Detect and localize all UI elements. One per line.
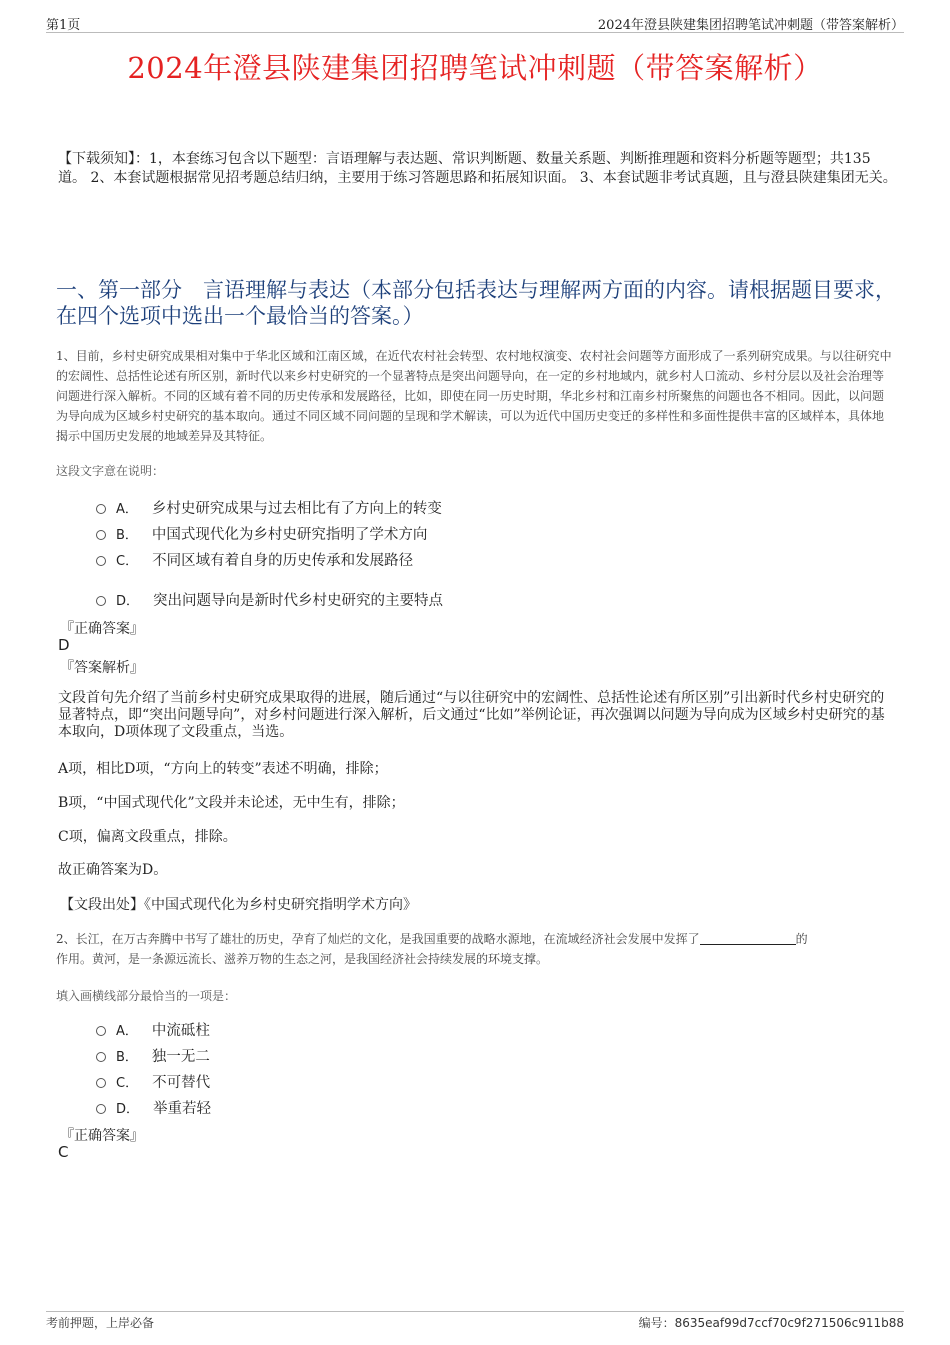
section-heading: 一、第一部分 言语理解与表达（本部分包括表达与理解两方面的内容。请根据题目要求，在四个选项中选出一个最恰当的答案。） [56, 278, 896, 328]
question-1-source: 【文段出处】《中国式现代化为乡村史研究指明学术方向》 [60, 897, 417, 913]
question-1-analysis-label: 『答案解析』 [60, 660, 144, 676]
question-1-option-a[interactable]: A． 乡村史研究成果与过去相比有了方向上的转变 [96, 497, 442, 518]
question-1-analysis-c: C项，偏离文段重点，排除。 [58, 829, 237, 845]
question-2-option-d[interactable]: D． 举重若轻 [96, 1097, 211, 1118]
question-1-analysis-a: A项，相比D项，“方向上的转变”表述不明确，排除； [58, 761, 388, 777]
radio-icon[interactable] [96, 504, 106, 514]
question-2-correct-label: 『正确答案』 [60, 1128, 144, 1144]
header-divider [46, 32, 904, 33]
question-1-correct-label: 『正确答案』 [60, 621, 144, 637]
footer-divider [46, 1311, 904, 1312]
radio-icon[interactable] [96, 1104, 106, 1114]
question-2-text: 2、长江，在万古奔腾中书写了雄壮的历史，孕育了灿烂的文化，是我国重要的战略水源地，在流域经济社会发展中发挥了 的 作用。黄河，是一条源远流长、滋养万物的生态之河，是我国经济社会持续发展的环境支撑。 [56, 932, 808, 966]
radio-icon[interactable] [96, 530, 106, 540]
question-1-analysis-main: 文段首句先介绍了当前乡村史研究成果取得的进展，随后通过“与以往研究中的宏阔性、总括性论述有所区别”引出新时代乡村史研究的显著特点，即“突出问题导向”，对乡村问题进行深入解析，后文通过“比如”举例论证，再次强调以问题为导向成为区域乡村史研究的基本取向，D项体现了文段重点，当选。 [58, 690, 885, 740]
radio-icon[interactable] [96, 596, 106, 606]
question-1-option-b[interactable]: B． 中国式现代化为乡村史研究指明了学术方向 [96, 523, 427, 544]
question-2-prompt: 填入画横线部分最恰当的一项是： [56, 989, 237, 1003]
question-1-analysis-conclusion: 故正确答案为D。 [58, 862, 168, 878]
radio-icon[interactable] [96, 1052, 106, 1062]
fill-blank [700, 932, 796, 945]
footer-slogan: 考前押题，上岸必备 [46, 1316, 155, 1330]
question-2-option-c[interactable]: C． 不可替代 [96, 1071, 210, 1092]
question-1-option-c[interactable]: C． 不同区域有着自身的历史传承和发展路径 [96, 549, 413, 570]
radio-icon[interactable] [96, 1026, 106, 1036]
question-1-option-d[interactable]: D． 突出问题导向是新时代乡村史研究的主要特点 [96, 589, 443, 610]
question-1-text: 1、目前，乡村史研究成果相对集中于华北区域和江南区域，在近代农村社会转型、农村地权演变、农村社会问题等方面形成了一系列研究成果。与以往研究中的宏阔性、总括性论述有所区别，新时代以来乡村史研究的一个显著特点是突出问题导向，在一定的乡村地域内，就乡村人口流动、乡村分层以及社会治理等问题进行深入解析。不同的区域有着不同的历史传承和发展路径，比如，即使在同一历史时期，华北乡村和江南乡村所聚焦的问题也各不相同。因此，以问题为导向成为区域乡村史研究的基本取向。通过不同区域不同问题的呈现和学术解读，可以为近代中国历史变迁的多样性和多面性提供丰富的区域样本，具体地揭示中国历史发展的地域差异及其特征。 [56, 349, 892, 443]
radio-icon[interactable] [96, 1078, 106, 1088]
question-1-analysis-b: B项，“中国式现代化”文段并未论述，无中生有，排除； [58, 795, 405, 811]
question-2-option-b[interactable]: B． 独一无二 [96, 1045, 210, 1066]
question-1-answer: D [58, 636, 70, 654]
footer-code: 编号：8635eaf99d7ccf70c9f271506c911b88 [638, 1316, 904, 1330]
page-number: 第1页 [46, 18, 81, 33]
page-title: 2024年澄县陕建集团招聘笔试冲刺题（带答案解析） [127, 51, 823, 85]
question-2-option-a[interactable]: A． 中流砥柱 [96, 1019, 210, 1040]
header-doc-title: 2024年澄县陕建集团招聘笔试冲刺题（带答案解析） [597, 18, 904, 33]
question-2-answer: C [58, 1143, 69, 1161]
radio-icon[interactable] [96, 556, 106, 566]
question-1-prompt: 这段文字意在说明： [56, 464, 165, 478]
download-notice: 【下载须知】：1，本套练习包含以下题型：言语理解与表达题、常识判断题、数量关系题、判断推理题和资料分析题等题型；共135道。 2、本套试题根据常见招考题总结归纳，主要用于练习答题思路和拓展知识面。 3、本套试题非考试真题，且与澄县陕建集团无关。 [58, 151, 897, 186]
